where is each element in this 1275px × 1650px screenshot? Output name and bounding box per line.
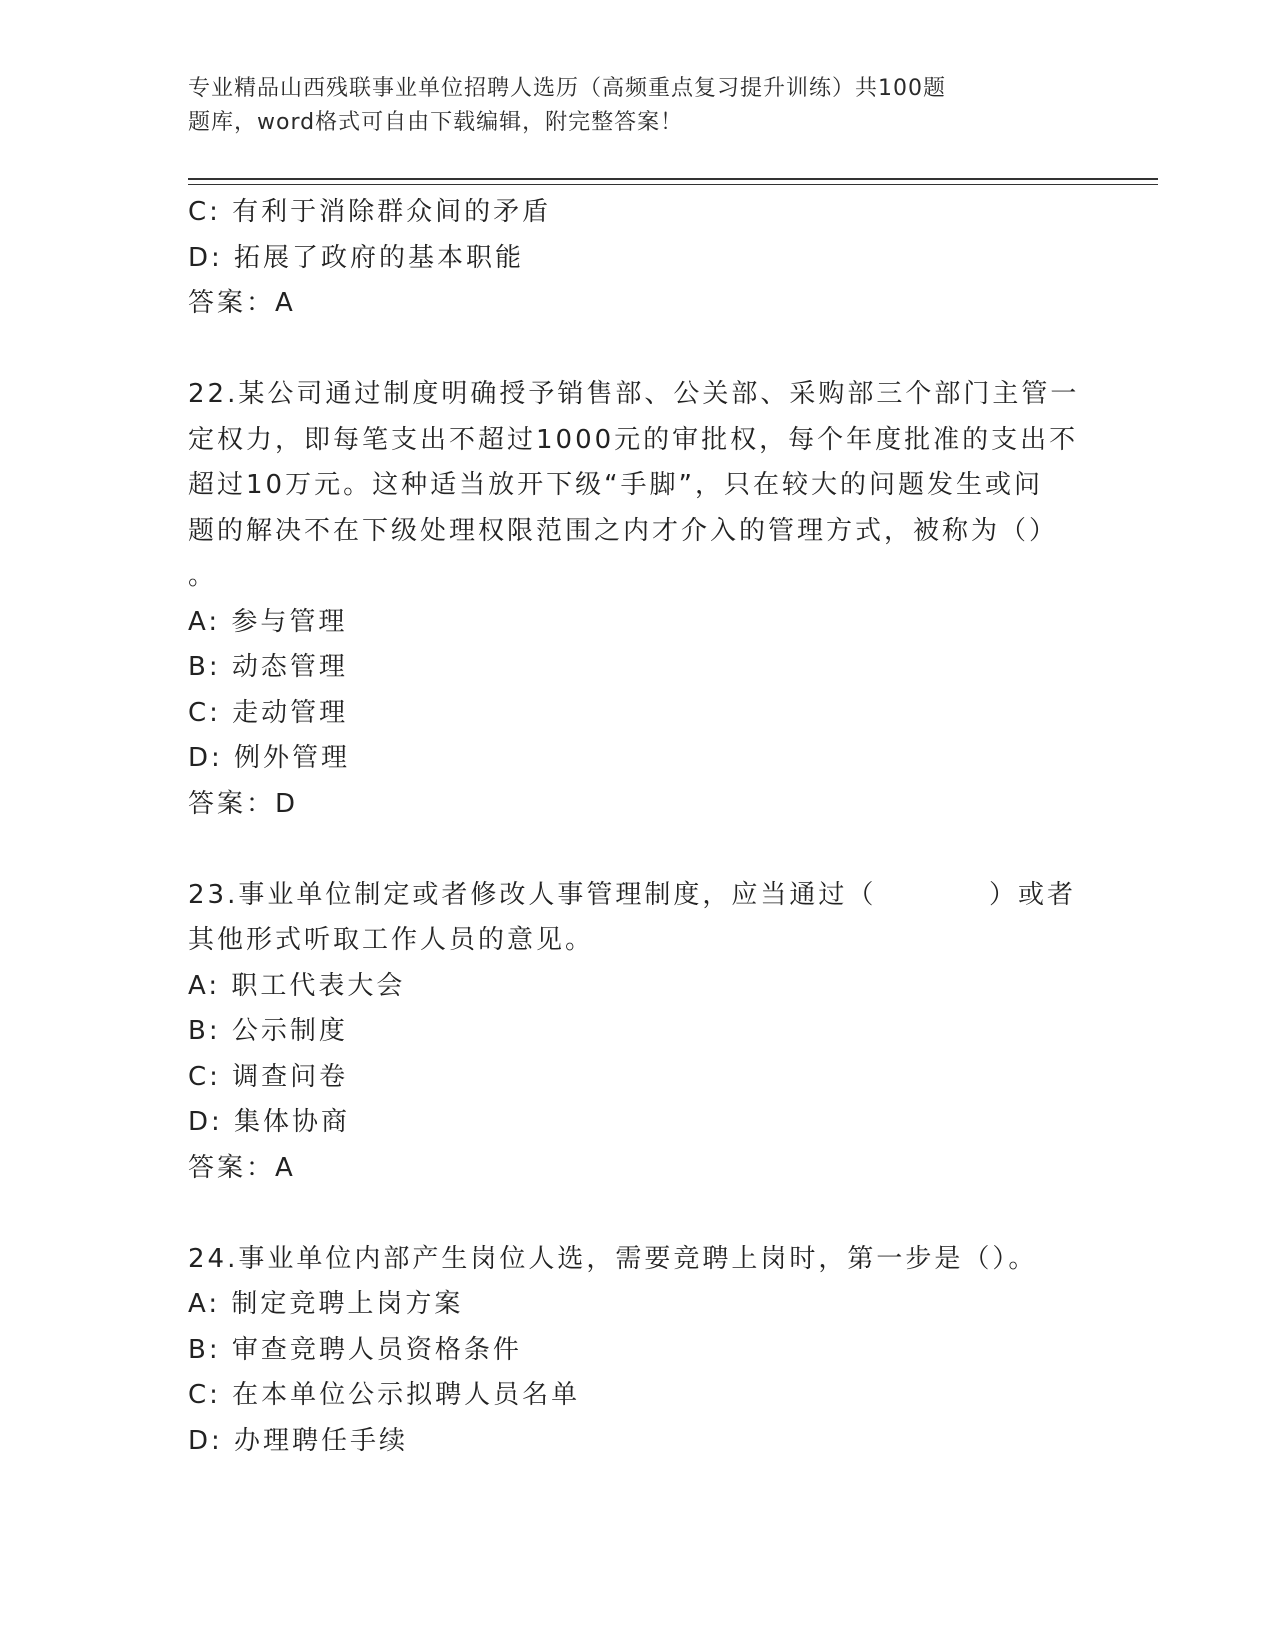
header-title-line-2: 题库，word格式可自由下载编辑，附完整答案！ bbox=[188, 110, 684, 135]
answer-line: 答案：A bbox=[188, 1152, 296, 1183]
question-23 bbox=[188, 873, 1088, 1192]
spacer bbox=[188, 827, 1088, 873]
option-c: C: 走动管理 bbox=[188, 697, 349, 728]
option-b: B: 公示制度 bbox=[188, 1016, 348, 1046]
option-c: C: 在本单位公示拟聘人员名单 bbox=[188, 1380, 581, 1410]
spacer bbox=[188, 327, 1088, 373]
answer-line: 答案：D bbox=[188, 788, 299, 819]
option-d: D: 例外管理 bbox=[188, 743, 351, 773]
question-stem-line: 超过10万元。这种适当放开下级“手脚”，只在较大的问题发生或问 bbox=[188, 470, 1044, 500]
question-stem-line: 题的解决不在下级处理权限范围之内才介入的管理方式，被称为（） bbox=[188, 515, 1059, 546]
option-d: D: 集体协商 bbox=[188, 1107, 351, 1137]
document-header bbox=[188, 72, 1008, 140]
option-c: C: 有利于消除群众间的矛盾 bbox=[188, 197, 552, 227]
header-title-line-1: 专业精品山西残联事业单位招聘人选历（高频重点复习提升训练）共100题 bbox=[188, 76, 946, 101]
header-divider-thick bbox=[188, 178, 1158, 180]
question-24 bbox=[188, 1237, 1088, 1465]
option-a: A: 职工代表大会 bbox=[188, 970, 406, 1001]
question-22 bbox=[188, 372, 1088, 827]
option-b: B: 审查竞聘人员资格条件 bbox=[188, 1334, 522, 1365]
question-stem-line: 。 bbox=[188, 561, 218, 591]
question-stem-line: 23.事业单位制定或者修改人事管理制度，应当通过（ ）或者 bbox=[188, 879, 1076, 910]
header-divider-thin bbox=[188, 184, 1158, 185]
question-stem-line: 22.某公司通过制度明确授予销售部、公关部、采购部三个部门主管一 bbox=[188, 379, 1080, 409]
spacer bbox=[188, 1191, 1088, 1237]
question-stem-line: 24.事业单位内部产生岗位人选，需要竞聘上岗时，第一步是（）。 bbox=[188, 1243, 1038, 1274]
option-d: D: 办理聘任手续 bbox=[188, 1425, 409, 1456]
option-d: D: 拓展了政府的基本职能 bbox=[188, 242, 525, 273]
question-list bbox=[188, 190, 1088, 1464]
option-a: A: 制定竞聘上岗方案 bbox=[188, 1289, 464, 1319]
option-b: B: 动态管理 bbox=[188, 652, 348, 682]
question-stem-line: 其他形式听取工作人员的意见。 bbox=[188, 925, 595, 955]
option-a: A: 参与管理 bbox=[188, 606, 348, 637]
question-stem-line: 定权力，即每笔支出不超过1000元的审批权，每个年度批准的支出不 bbox=[188, 424, 1079, 455]
option-c: C: 调查问卷 bbox=[188, 1061, 349, 1092]
question-21-tail bbox=[188, 190, 1088, 327]
answer-line: 答案：A bbox=[188, 288, 296, 318]
